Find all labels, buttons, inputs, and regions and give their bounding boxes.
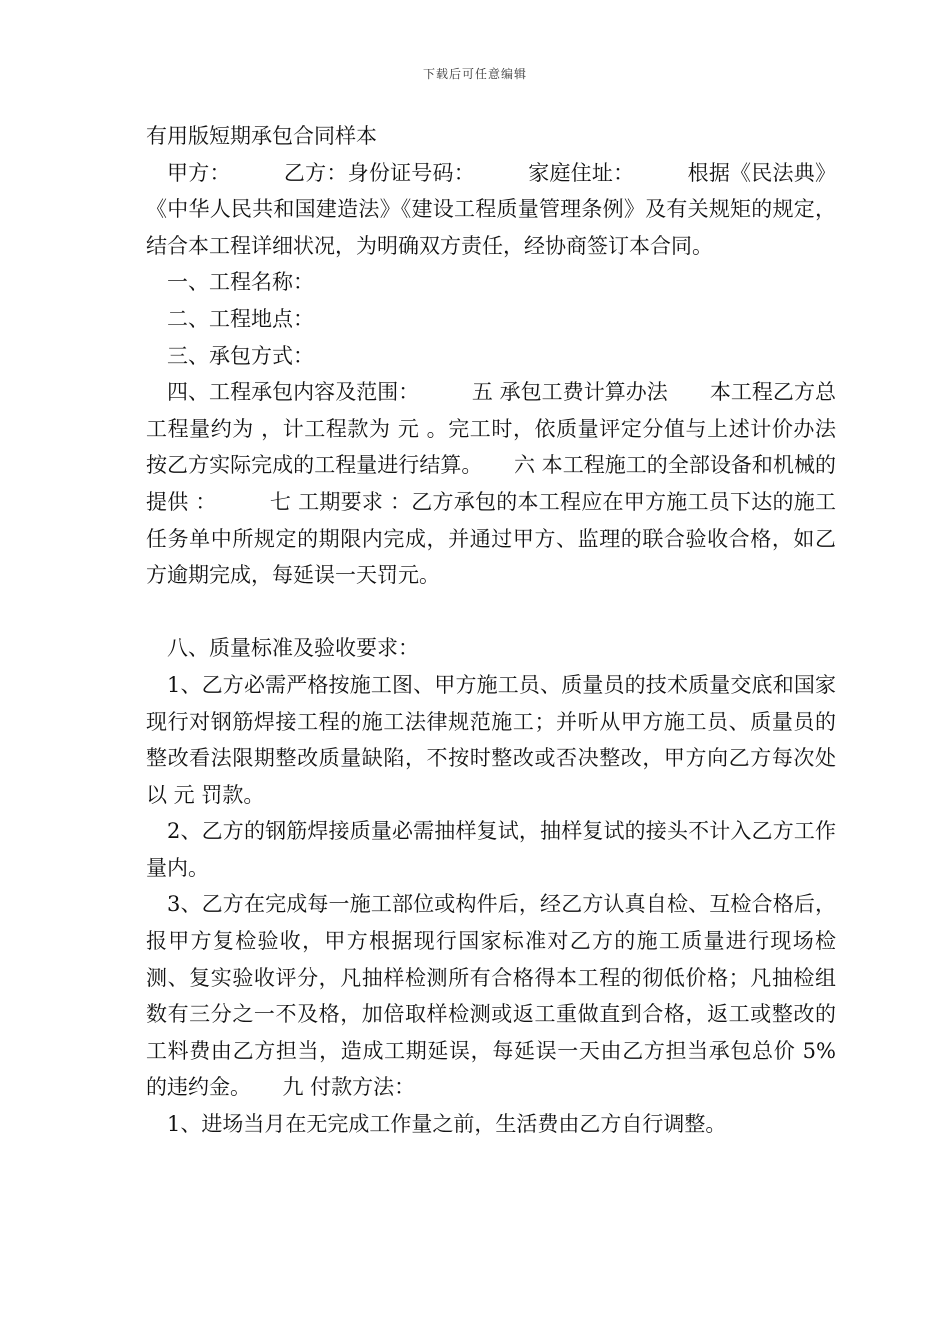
document-body xyxy=(146,118,836,1143)
paragraph-quality-item-1: 1、乙方必需严格按施工图、甲方施工员、质量员的技术质量交底和国家现行对钢筋焊接工程的施工法律规范施工；并听从甲方施工员、质量员的整改看法限期整改质量缺陷，不按时整改或否决整改，甲方向乙方每次处以 元 罚款。 xyxy=(146,672,836,807)
paragraph-project-location: 二、工程地点： xyxy=(167,306,314,331)
paragraph-quality-item-2: 2、乙方的钢筋焊接质量必需抽样复试，抽样复试的接头不计入乙方工作量内。 xyxy=(146,819,836,880)
paragraph-payment-item-1: 1、进场当月在无完成工作量之前，生活费由乙方自行调整。 xyxy=(167,1112,727,1137)
paragraph-parties-preamble: 甲方： 乙方：身份证号码： 家庭住址： 根据《民法典》《中华人民共和国建造法》《建设工程质量管理条例》及有关规矩的规定，结合本工程详细状况，为明确双方责任，经协商签订本合同。 xyxy=(146,160,836,258)
paragraph-quality-item-3: 3、乙方在完成每一施工部位或构件后，经乙方认真自检、互检合格后，报甲方复检验收，甲方根据现行国家标准对乙方的施工质量进行现场检测、复实验收评分，凡抽样检测所有合格得本工程的彻低价格；凡抽检组数有三分之一不及格，加倍取样检测或返工重做直到合格，返工或整改的工料费由乙方担当，造成工期延误，每延误一天由乙方担当承包总价 5% 的违约金。 九 付款方法： xyxy=(146,892,836,1100)
paragraph-scope-payment-schedule: 四、工程承包内容及范围： 五 承包工费计算办法 本工程乙方总工程量约为 ，计工程款为 元 。完工时，依质量评定分值与上述计价办法按乙方实际完成的工程量进行结算。 六 本工程施工的全部设备和机械的提供 ： 七 工期要求 ：乙方承包的本工程应在甲方施工员下达的施工任务单中所规定的期限内完成，并通过甲方、监理的联合验收合格，如乙方逾期完成，每延误一天罚元。 xyxy=(146,380,836,588)
document-title: 有用版短期承包合同样本 xyxy=(146,124,377,148)
paragraph-quality-heading: 八、质量标准及验收要求： xyxy=(167,636,419,661)
paragraph-project-name: 一、工程名称： xyxy=(167,270,314,295)
blank-line xyxy=(146,594,836,631)
header-note: 下载后可任意编辑 xyxy=(422,67,527,81)
paragraph-contract-method: 三、承包方式： xyxy=(167,343,314,368)
